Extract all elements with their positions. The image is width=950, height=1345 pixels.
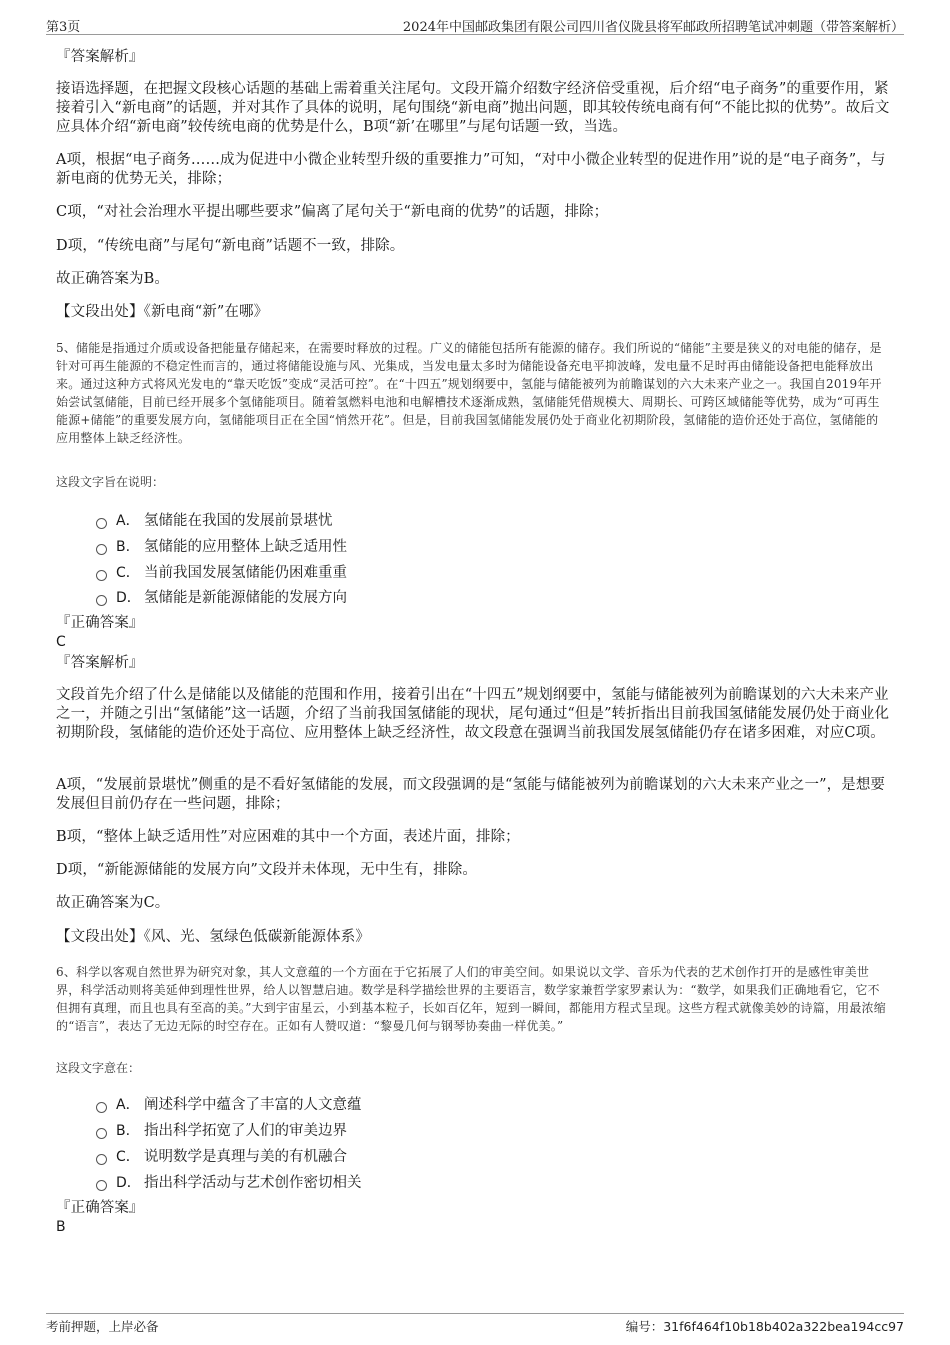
source: 【文段出处】《风、光、氢绿色低碳新能源体系》 [56, 929, 370, 945]
code-label: 编号： [625, 1319, 664, 1334]
conclusion: 故正确答案为C。 [56, 895, 170, 911]
question-6-text: 6、科学以客观自然世界为研究对象，其人文意蕴的一个方面在于它拓展了人们的审美空间。如果说以文学、音乐为代表的艺术创作打开的是感性审美世界，科学活动则将美延伸到理性世界，给人以智慧启迪。数学是科学描绘世界的主要语言，数学家兼哲学家罗素认为：“数学，如果我们正确地看它，它不但拥有真理，而且也具有至高的美。”大到宇宙星云，小到基本粒子，长如百亿年，短到一瞬间，都能用方程式呈现。这些方程式就像美妙的诗篇，用最浓缩的“语言”，表达了无边无际的时空存在。正如有人赞叹道：“黎曼几何与钢琴协奏曲一样优美。” [56, 965, 886, 1033]
analysis-paragraph: 文段首先介绍了什么是储能以及储能的范围和作用，接着引出在“十四五”规划纲要中，氢能与储能被列为前瞻谋划的六大未来产业之一，并随之引出“氢储能”这一话题，介绍了当前我国氢储能的现状，尾句通过“但是”转折指出目前我国氢储能发展仍处于商业化初期阶段，氢储能的造价还处于高位、应用整体上缺乏经济性，故文段意在强调当前我国发展氢储能仍存在诸多困难，对应C项。 [56, 687, 890, 741]
analysis-option-a: A项，根据“电子商务……成为促进中小微企业转型升级的重要推力”可知，“对中小微企业转型的促进作用”说的是“电子商务”，与新电商的优势无关，排除； [56, 152, 886, 187]
radio-icon[interactable] [96, 1102, 107, 1113]
radio-icon[interactable] [96, 1128, 107, 1139]
q6-option-d[interactable]: D． 指出科学活动与艺术创作密切相关 [96, 1171, 362, 1191]
radio-icon[interactable] [96, 1154, 107, 1165]
page-footer [46, 1313, 904, 1334]
radio-icon[interactable] [96, 1180, 107, 1191]
analysis-option-d: D项，“新能源储能的发展方向”文段并未体现，无中生有，排除。 [56, 862, 477, 878]
analysis-option-d: D项，“传统电商”与尾句“新电商”话题不一致，排除。 [56, 238, 405, 254]
document-code [626, 1317, 904, 1335]
footer-slogan: 考前押题，上岸必备 [46, 1319, 159, 1334]
correct-answer: C [56, 634, 66, 650]
question-5-text: 5、储能是指通过介质或设备把能量存储起来，在需要时释放的过程。广义的储能包括所有能源的储存。我们所说的“储能”主要是狭义的对电能的储存，是针对可再生能源的不稳定性而言的，通过将储能设施与风、光集成，当发电量太多时为储能设备充电平抑波峰，发电量不足时再由储能设备把电能释放出来。通过这种方式将风光发电的“靠天吃饭”变成“灵活可控”。在“十四五”规划纲要中，氢能与储能被列为前瞻谋划的六大未来产业之一。我国自2019年开始尝试氢储能，目前已经开展多个氢储能项目。随着氢燃料电池和电解槽技术逐渐成熟，氢储能凭借规模大、周期长、可跨区域储能等优势，成为“可再生能源+储能”的重要发展方向，氢储能项目正在全国“悄然开花”。但是，目前我国氢储能发展仍处于商业化初期阶段，氢储能的造价还处于高位，氢储能的应用整体上缺乏经济性。 [56, 341, 882, 445]
q5-option-a[interactable]: A． 氢储能在我国的发展前景堪忧 [96, 509, 333, 529]
analysis-paragraph: 接语选择题，在把握文段核心话题的基础上需着重关注尾句。文段开篇介绍数字经济倍受重视，后介绍“电子商务”的重要作用，紧接着引入“新电商”的话题，并对其作了具体的说明，尾句围绕“新电商”抛出问题，即其较传统电商有何“不能比拟的优势”。故后文应具体介绍“新电商”较传统电商的优势是什么，B项“新’在哪里”与尾句话题一致，当选。 [56, 81, 890, 135]
question-6-prompt: 这段文字意在： [56, 1061, 141, 1075]
q6-option-a[interactable]: A． 阐述科学中蕴含了丰富的人文意蕴 [96, 1093, 362, 1113]
conclusion: 故正确答案为B。 [56, 271, 169, 287]
source: 【文段出处】《新电商“新”在哪》 [56, 304, 269, 320]
q5-option-d[interactable]: D． 氢储能是新能源储能的发展方向 [96, 586, 347, 606]
q5-option-b[interactable]: B. 氢储能的应用整体上缺乏适用性 [96, 535, 347, 555]
question-5-prompt: 这段文字旨在说明： [56, 475, 165, 489]
analysis-label: 『答案解析』 [56, 655, 144, 671]
radio-icon[interactable] [96, 544, 107, 555]
radio-icon[interactable] [96, 595, 107, 606]
analysis-option-b: B项，“整体上缺乏适用性”对应困难的其中一个方面，表述片面，排除； [56, 829, 520, 845]
page-header [46, 14, 904, 35]
page-number: 第3页 [46, 20, 81, 35]
radio-icon[interactable] [96, 518, 107, 529]
correct-answer-label: 『正确答案』 [56, 1200, 144, 1216]
correct-answer-label: 『正确答案』 [56, 615, 144, 631]
code-value: 31f6f464f10b18b402a322bea194cc97 [663, 1319, 904, 1334]
q6-option-c[interactable]: C． 说明数学是真理与美的有机融合 [96, 1145, 347, 1165]
q5-option-c[interactable]: C． 当前我国发展氢储能仍困难重重 [96, 561, 347, 581]
analysis-option-c: C项，“对社会治理水平提出哪些要求”偏离了尾句关于“新电商的优势”的话题，排除； [56, 204, 609, 220]
q6-option-b[interactable]: B. 指出科学拓宽了人们的审美边界 [96, 1119, 347, 1139]
document-title: 2024年中国邮政集团有限公司四川省仪陇县将军邮政所招聘笔试冲刺题（带答案解析） [402, 20, 904, 35]
analysis-label: 『答案解析』 [56, 49, 144, 65]
radio-icon[interactable] [96, 570, 107, 581]
correct-answer: B [56, 1219, 66, 1235]
analysis-option-a: A项，“发展前景堪忧”侧重的是不看好氢储能的发展，而文段强调的是“氢能与储能被列为前瞻谋划的六大未来产业之一”，是想要发展但目前仍存在一些问题，排除； [56, 777, 886, 812]
